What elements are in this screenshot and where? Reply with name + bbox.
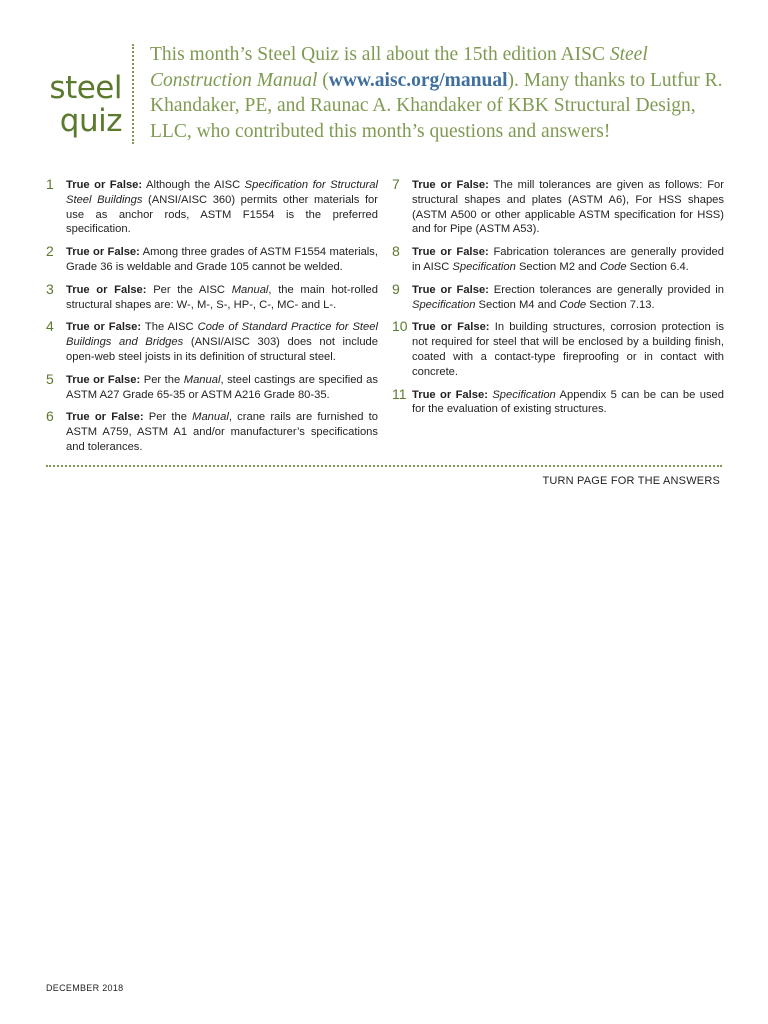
logo-line-quiz: quiz bbox=[59, 103, 122, 139]
question-text: , the main hot-rolled structural shapes are: W-, M-, S-, HP-, C-, MC- and L-. bbox=[66, 283, 378, 311]
question-item bbox=[392, 280, 724, 313]
question-text: Fabrication tolerances are generally provided in AISC bbox=[412, 246, 725, 273]
true-false-label: True or False: bbox=[412, 321, 490, 334]
vertical-dotted-divider bbox=[132, 44, 134, 144]
true-false-label: True or False: bbox=[66, 246, 140, 259]
logo-line-steel: steel bbox=[49, 70, 122, 106]
question-number: 4 bbox=[46, 318, 54, 335]
true-false-label: True or False: bbox=[412, 246, 489, 259]
intro-open-paren: ( bbox=[317, 69, 329, 91]
question-text: Per the bbox=[140, 373, 184, 386]
question-italic: Code of Standard Practice for Steel Buildings and Bridges bbox=[66, 321, 378, 349]
question-item bbox=[392, 245, 724, 275]
question-text: Erection tolerances are generally provided in bbox=[488, 283, 724, 296]
question-italic: Code bbox=[599, 260, 627, 273]
intro-text-end: ). Many thanks to Lutfur R. Khandaker, PE, and Raunac A. Khandaker of KBK Structural Design, LLC, who contributed this month’s questions and answers! bbox=[150, 69, 723, 142]
questions-right-column bbox=[392, 178, 724, 425]
question-italic: Manual bbox=[231, 283, 269, 296]
question-number: 1 bbox=[46, 176, 54, 192]
question-italic: Specification bbox=[452, 260, 516, 273]
question-text: Per the AISC bbox=[146, 283, 232, 296]
question-italic: Manual bbox=[192, 411, 229, 424]
question-text: Section M4 and bbox=[475, 298, 560, 311]
question-number: 7 bbox=[392, 176, 400, 192]
question-italic: Specification for Structural Steel Buildings bbox=[66, 179, 378, 206]
question-text: The AISC bbox=[141, 321, 198, 334]
question-number: 5 bbox=[46, 370, 54, 387]
question-text: (ANSI/AISC 303) does not include open-web steel joists in its definition of structural steel. bbox=[66, 336, 378, 363]
question-text: Among three grades of ASTM F1554 materials, Grade 36 is weldable and Grade 105 cannot be welded. bbox=[66, 246, 378, 273]
question-text: Section 7.13. bbox=[586, 298, 655, 311]
question-text: Section M2 and bbox=[515, 260, 600, 273]
question-text: Per the bbox=[143, 411, 193, 424]
steel-quiz-logo bbox=[40, 72, 122, 138]
turn-page-note: TURN PAGE FOR THE ANSWERS bbox=[542, 475, 720, 487]
true-false-label: True or False: bbox=[412, 179, 489, 191]
question-number: 2 bbox=[46, 243, 54, 260]
question-italic: Specification bbox=[412, 298, 476, 311]
question-item bbox=[46, 245, 378, 275]
question-item bbox=[46, 410, 378, 454]
question-item bbox=[392, 320, 724, 379]
question-text: Section 6.4. bbox=[626, 260, 689, 273]
question-number: 8 bbox=[392, 243, 400, 260]
page-footer-date: DECEMBER 2018 bbox=[46, 983, 124, 993]
intro-text-start: This month’s Steel Quiz is all about the 15th edition AISC bbox=[150, 44, 610, 65]
true-false-label: True or False: bbox=[66, 411, 144, 424]
true-false-label: True or False: bbox=[66, 179, 143, 191]
question-number: 10 bbox=[392, 318, 408, 335]
true-false-label: True or False: bbox=[412, 388, 488, 401]
question-italic: Specification bbox=[492, 388, 556, 401]
true-false-label: True or False: bbox=[66, 321, 142, 334]
question-text: In building structures, corrosion protection is not required for steel that will be enclosed by a building finish, coated with a contact-type fireproofing or in contact with concrete. bbox=[412, 321, 724, 378]
question-number: 3 bbox=[46, 280, 54, 297]
question-item bbox=[46, 320, 378, 364]
question-item bbox=[46, 370, 378, 403]
true-false-label: True or False: bbox=[66, 373, 141, 386]
true-false-label: True or False: bbox=[412, 283, 489, 296]
question-item bbox=[46, 178, 378, 237]
question-text: (ANSI/AISC 360) permits other materials for use as anchor rods, ASTM F1554 is the preferred specification. bbox=[66, 193, 378, 236]
question-text: Although the AISC bbox=[142, 179, 245, 191]
question-item bbox=[392, 385, 724, 418]
intro-paragraph bbox=[150, 42, 740, 144]
question-italic: Code bbox=[559, 298, 587, 311]
true-false-label: True or False: bbox=[66, 283, 147, 296]
manual-link[interactable]: www.aisc.org/manual bbox=[328, 69, 508, 91]
horizontal-dotted-divider bbox=[46, 465, 722, 467]
question-italic: Manual bbox=[183, 373, 221, 386]
question-item bbox=[46, 280, 378, 313]
question-item bbox=[392, 178, 724, 237]
question-number: 11 bbox=[392, 385, 407, 402]
question-text: , crane rails are furnished to ASTM A759, ASTM A1 and/or manufacturer’s specifications and tolerances. bbox=[66, 411, 378, 453]
question-text: Appendix 5 can be can be used for the evaluation of existing structures. bbox=[412, 388, 724, 416]
intro-manual-title: Steel Construction Manual bbox=[150, 44, 648, 91]
question-number: 9 bbox=[392, 280, 400, 297]
question-number: 6 bbox=[46, 408, 54, 425]
questions-left-column bbox=[46, 178, 378, 463]
question-text: The mill tolerances are given as follows: For structural shapes and plates (ASTM A6), For HSS shapes (ASTM A500 or other applicable ASTM specification for HSS) and for Pipe (ASTM A53). bbox=[412, 179, 724, 236]
question-text: , steel castings are specified as ASTM A27 Grade 65-35 or ASTM A216 Grade 80-35. bbox=[66, 373, 378, 401]
